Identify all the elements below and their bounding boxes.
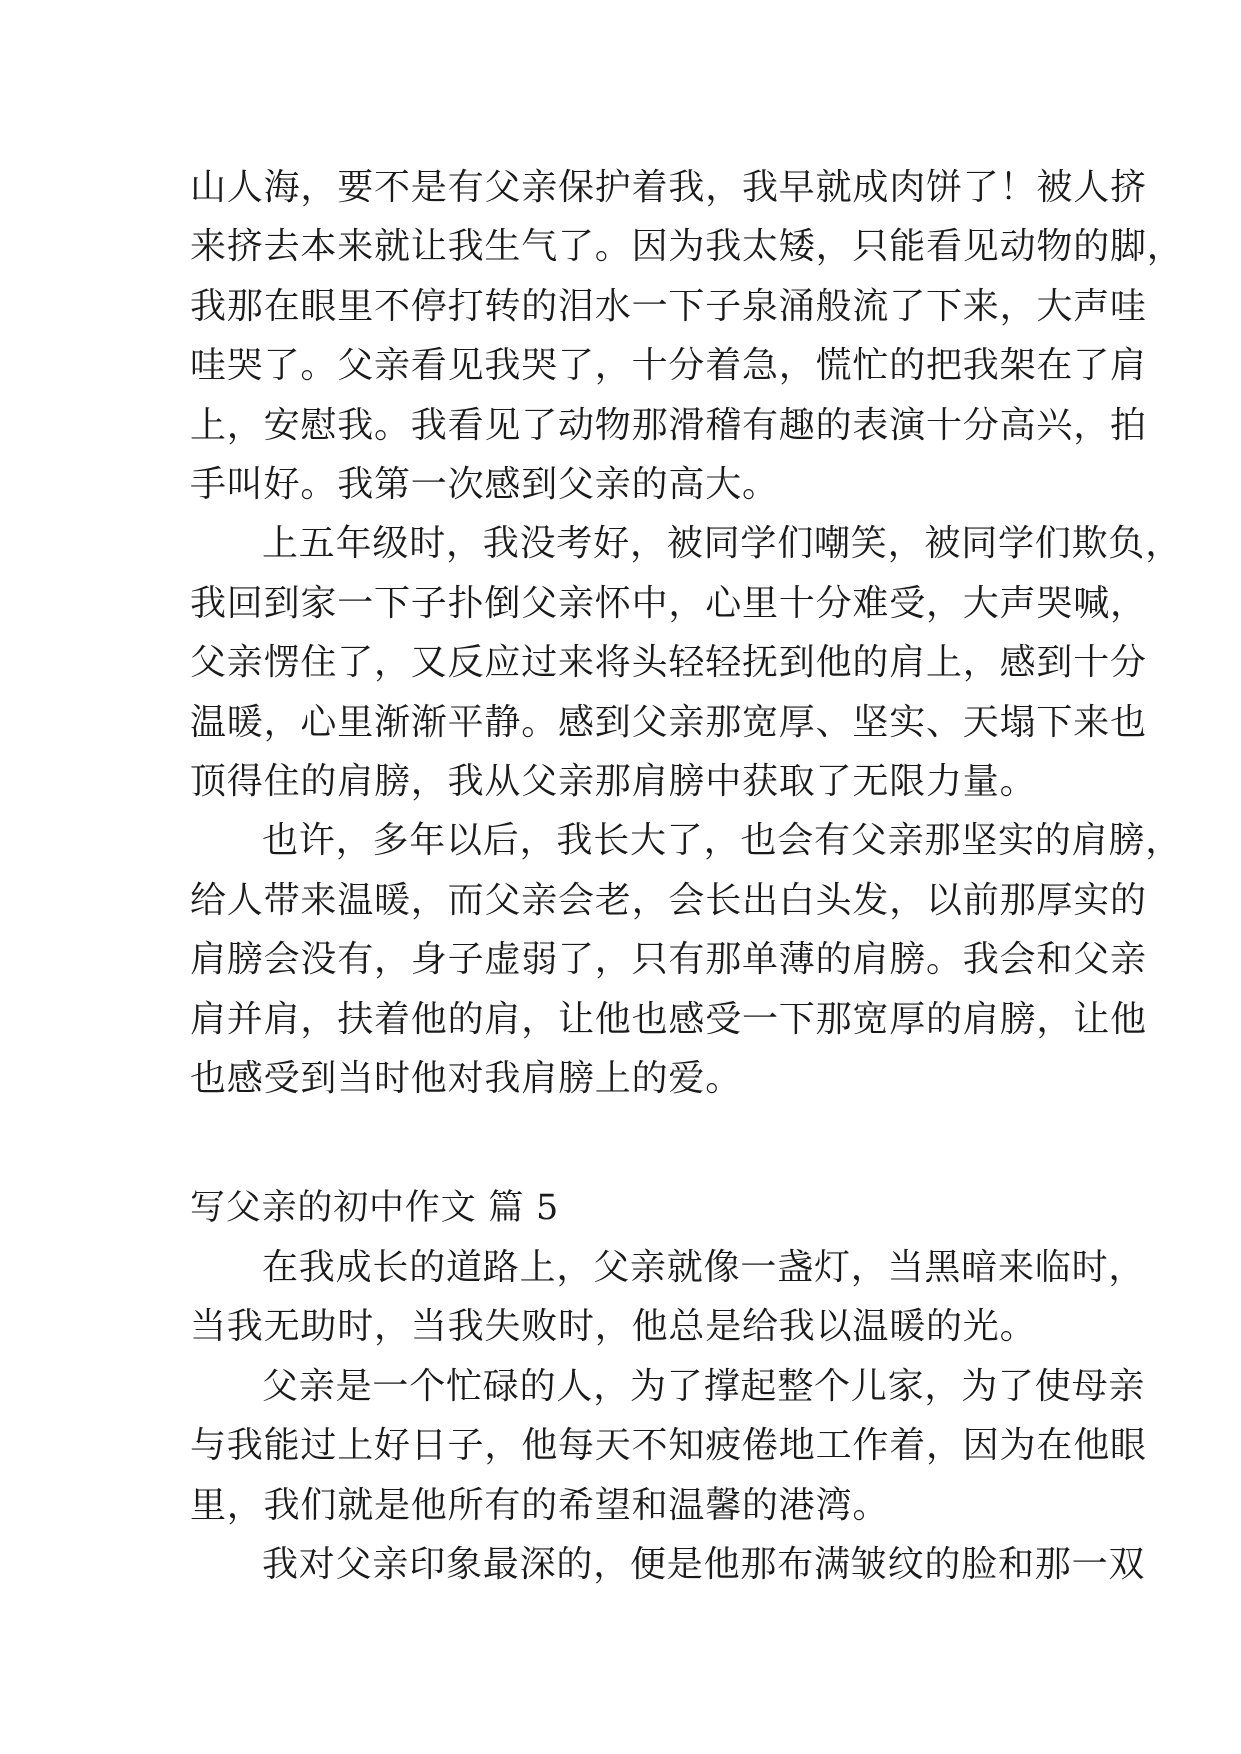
document-body: [190, 158, 1184, 1594]
text-line: 温暖，心里渐渐平静。感到父亲那宽厚、坚实、天塌下来也: [190, 701, 1147, 743]
text-line: 父亲愣住了，又反应过来将头轻轻抚到他的肩上，感到十分: [190, 642, 1147, 684]
text-line: 来挤去本来就让我生气了。因为我太矮，只能看见动物的脚，: [190, 226, 1184, 268]
paragraph-6: [190, 1535, 1146, 1594]
section-heading: 写父亲的初中作文 篇 5: [190, 1187, 560, 1228]
text-line: 父亲是一个忙碌的人，为了撑起整个儿家，为了使母亲: [262, 1365, 1146, 1407]
text-line: 里，我们就是他所有的希望和温馨的港湾。: [190, 1484, 890, 1526]
text-line: 与我能过上好日子，他每天不知疲倦地工作着，因为在他眼: [190, 1425, 1147, 1467]
text-line: 上，安慰我。我看见了动物那滑稽有趣的表演十分高兴，拍: [190, 404, 1147, 446]
text-line: 也感受到当时他对我肩膀上的爱。: [190, 1058, 743, 1100]
text-line: 山人海，要不是有父亲保护着我，我早就成肉饼了！被人挤: [190, 167, 1147, 208]
paragraph-2: [190, 514, 1183, 811]
paragraph-1: [190, 158, 1184, 514]
section-spacer: [190, 1109, 1070, 1179]
text-line: 在我成长的道路上，父亲就像一盏灯，当黑暗来临时，: [262, 1246, 1146, 1288]
text-line: 也许，多年以后，我长大了，也会有父亲那坚实的肩膀，: [262, 820, 1183, 862]
text-line: 我那在眼里不停打转的泪水一下子泉涌般流了下来，大声哇: [190, 285, 1147, 327]
text-line: 当我无助时，当我失败时，他总是给我以温暖的光。: [190, 1306, 1037, 1348]
text-line: 哇哭了。父亲看见我哭了，十分着急，慌忙的把我架在了肩: [190, 345, 1147, 387]
text-line: 上五年级时，我没考好，被同学们嘲笑，被同学们欺负，: [262, 523, 1183, 565]
text-line: 肩膀会没有，身子虚弱了，只有那单薄的肩膀。我会和父亲: [190, 939, 1147, 981]
paragraph-5: [190, 1357, 1147, 1535]
text-line: 肩并肩，扶着他的肩，让他也感受一下那宽厚的肩膀，让他: [190, 998, 1147, 1040]
text-line: 我对父亲印象最深的，便是他那布满皱纹的脸和那一双: [262, 1543, 1146, 1585]
text-line: 手叫好。我第一次感到父亲的高大。: [190, 464, 779, 506]
text-line: 给人带来温暖，而父亲会老，会长出白头发，以前那厚实的: [190, 879, 1147, 921]
paragraph-3: [190, 811, 1183, 1108]
paragraph-4: [190, 1238, 1146, 1357]
text-line: 我回到家一下子扑倒父亲怀中，心里十分难受，大声哭喊，: [190, 582, 1147, 624]
text-line: 顶得住的肩膀，我从父亲那肩膀中获取了无限力量。: [190, 761, 1037, 803]
